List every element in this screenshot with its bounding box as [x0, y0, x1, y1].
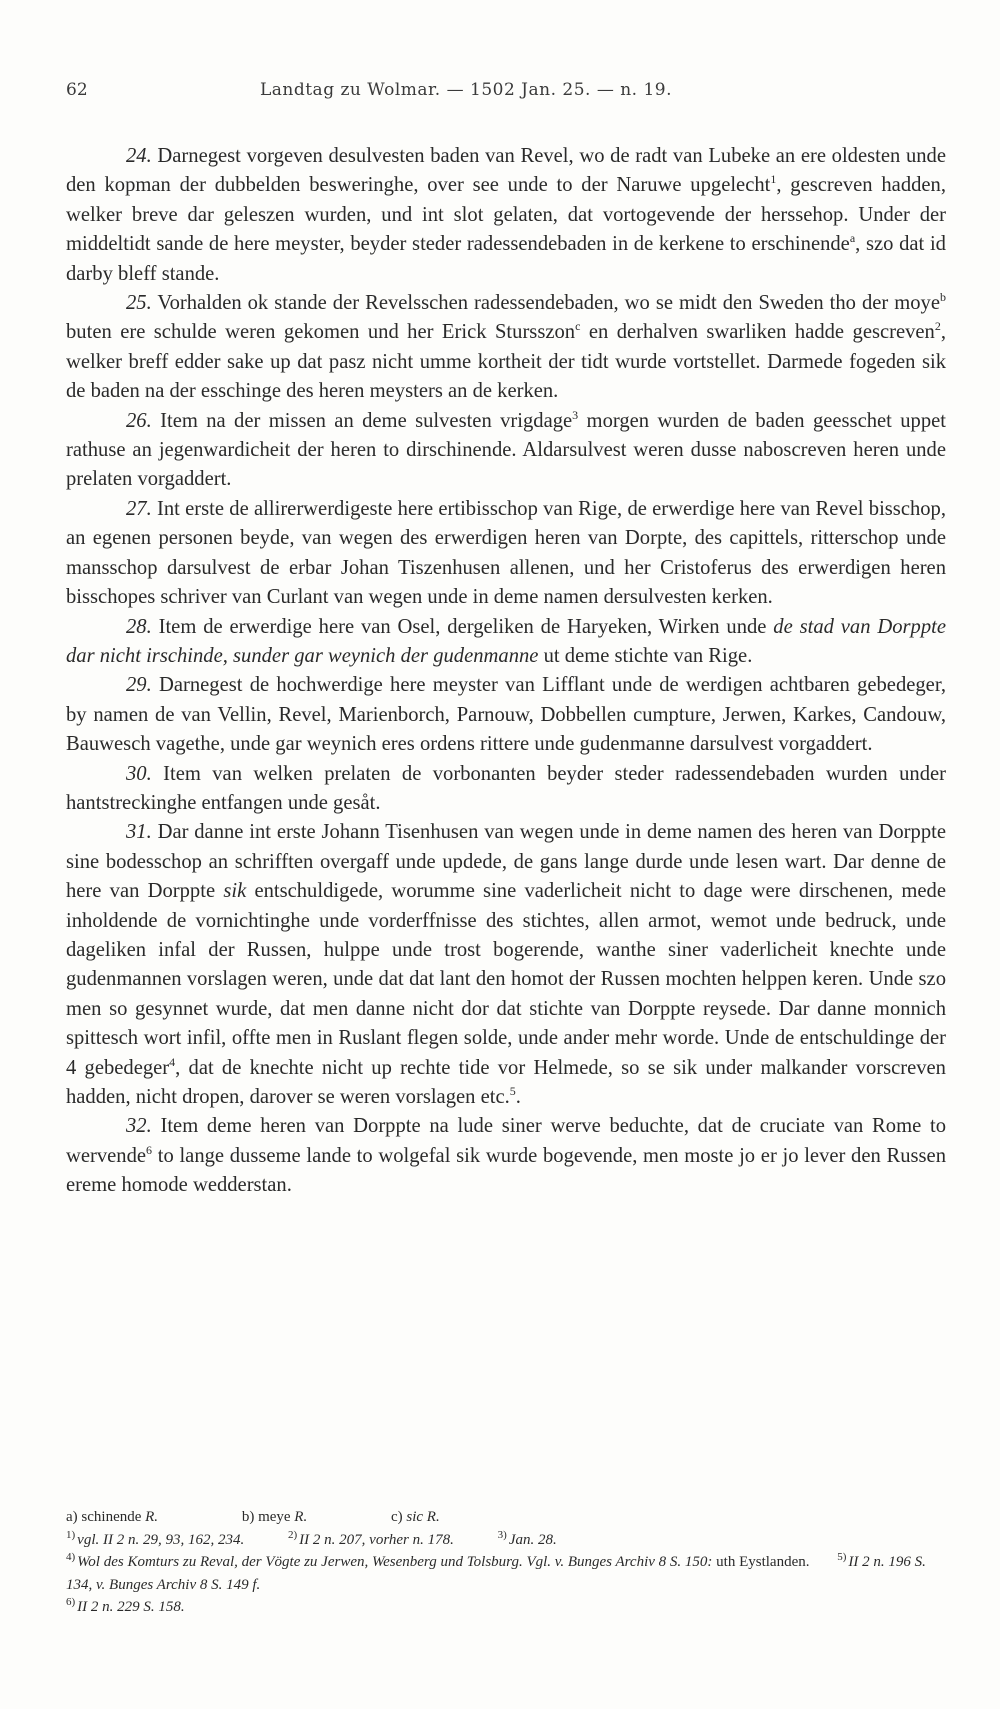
critical-note: a) schinende R. [66, 1509, 159, 1525]
critical-note: b) meye R. [241, 1509, 308, 1525]
paragraph-text: , szo dat id darby bleff stande. [66, 233, 946, 285]
footnotes [66, 1506, 946, 1619]
footnote-3: $^{3)}$ Jan. 28. [497, 1528, 557, 1548]
paragraph-26 [66, 407, 946, 495]
paragraph-text: . [515, 1086, 521, 1108]
paragraph-text: entschuldigede, worumme sine vaderlicheit nicht to dage were dirschenen, mede inholdende de vornichtinghe unde vorderffnisse des stichtes, allen armot, wemot unde bedruck, unde dageliken infal der Russen, hulppe unde trost bogerende, wanthe siner vaderlicheit knechte unde gudenmannen vorslagen weren, unde dat dat lant den homot der Russen mochten helppen keren. Unde szo men so gesynnet wurde, dat men danne nicht dor dat stichte van Dorppte reysede. Dar danne monnich spittesch wort infil, offte men in Ruslant flegen solde, unde ander mehr worde. Unde de entschuldinge der 4 gebedeger [66, 880, 946, 1079]
paragraph-24 [66, 142, 946, 289]
paragraph-number: 30. [126, 762, 152, 785]
paragraph-text: Int erste de allirerwerdigeste here ertibisschop van Rige, de erwerdige here van Revel bisschop, an egenen personen beyde, van wegen des erwerdigen heren van Dorpte, des capittels, ritterschop unde mansschop darsulvest de erbar Johan Tiszenhusen allenen, und her Cristoferus des erwerdigen heren bisschopes schriver van Curlant van wegen unde in deme namen dersulvesten kerken. [66, 497, 946, 609]
paragraph-text: Darnegest vorgeven desulvesten baden van Revel, wo de radt van Lubeke an ere oldesten unde den kopman der dubbelden besweringhe, over see unde to der Naruwe upgelecht [66, 145, 946, 197]
footnote-ref: 2 [934, 319, 941, 334]
paragraph-text: buten ere schulde weren gekomen und her Erick Stursszon [66, 321, 576, 344]
italic-text: de stad van Dorppte dar nicht irschinde, sunder gar weynich der gudenmanne [66, 615, 946, 667]
footnote-line [66, 1596, 946, 1619]
footnote-ref: 4 [169, 1054, 176, 1069]
paragraph-30 [66, 760, 946, 819]
paragraph-text: Item van welken prelaten de vorbonanten beyder steder radessendebaden wurden under hantstreckinghe entfangen unde gesåt. [66, 762, 946, 814]
footnote-ref: a [849, 231, 856, 246]
main-text [66, 142, 946, 1201]
critical-note: c) sic R. [390, 1509, 440, 1525]
running-title: Landtag zu Wolmar. — 1502 Jan. 25. — n. 19. [259, 80, 673, 100]
italic-text: sik [223, 880, 247, 903]
paragraph-number: 26. [126, 409, 152, 432]
footnote-ref: 1 [770, 172, 777, 187]
paragraph-text: Item de erwerdige here van Osel, dergeliken de Haryeken, Wirken unde [151, 615, 774, 638]
paragraph-32 [66, 1112, 946, 1200]
paragraph-text: ut deme stichte van Rige. [538, 644, 753, 667]
paragraph-number: 27. [126, 497, 152, 520]
footnote-ref: 5 [509, 1084, 516, 1099]
footnote-1: $^{1)}$ vgl. II 2 n. 29, 93, 162, 234. [66, 1528, 245, 1548]
paragraph-number: 31. [126, 821, 152, 844]
paragraph-27 [66, 495, 946, 613]
paragraph-text: morgen wurden de baden geesschet uppet rathuse an jegenwardicheit der heren to dirschinende. Aldarsulvest weren dusse naboscreven heren unde prelaten vorgaddert. [66, 409, 946, 491]
paragraph-number: 24. [126, 145, 152, 167]
paragraph-number: 29. [126, 674, 152, 697]
paragraph-text: to lange dusseme lande to wolgefal sik wurde bogevende, men moste jo er jo lever den Russen ereme homode wedderstan. [66, 1144, 946, 1197]
footnote-ref: 3 [572, 407, 579, 422]
paragraph-31 [66, 818, 946, 1112]
paragraph-text: , gescreven hadden, welker breve dar geleszen wurden, und int slot gelaten, dat vortogevende der herssehop. Under der middeltidt sande de here meyster, beyder steder radessendebaden in de kerkene to erschinende [66, 174, 946, 256]
paragraph-text: Item na der missen an deme sulvesten vrigdage [151, 409, 573, 432]
paragraph-text: Dar danne int erste Johann Tisenhusen van wegen unde in deme namen des heren van Dorppte sine bodesschop an schrifften overgaff unde updede, de gans lange durde unde lesen wart. Dar denne de here van Dorppte [66, 821, 946, 903]
footnote-4: $^{4)}$ Wol des Komturs zu Reval, der Vögte zu Jerwen, Wesenberg und Tolsburg. Vgl. v. Bunges Archiv 8 S. 150: uth Eystlanden. [66, 1551, 810, 1570]
footnote-ref: c [575, 319, 581, 334]
paragraph-28 [66, 613, 946, 672]
footnote-line [66, 1551, 946, 1596]
critical-apparatus [66, 1506, 946, 1529]
paragraph-number: 32. [126, 1115, 152, 1138]
paragraph-text: Darnegest de hochwerdige here meyster van Lifflant unde de werdigen achtbaren gebedeger, by namen de van Vellin, Revel, Marienborch, Parnouw, Dobbellen cumpture, Jerwen, Karkes, Candouw, Bauwesch vagethe, unde gar weynich eres ordens rittere unde gudenmanne darsulvest vorgaddert. [66, 674, 946, 756]
footnote-ref: b [940, 290, 946, 305]
paragraph-29 [66, 671, 946, 759]
paragraph-text: Vorhalden ok stande der Revelsschen radessendebaden, wo se midt den Sweden tho der moye [151, 292, 940, 315]
paragraph-text: en derhalven swarliken hadde gescreven [580, 321, 935, 344]
footnote-2: $^{2)}$ II 2 n. 207, vorher n. 178. [288, 1528, 454, 1548]
paragraph-text: Item deme heren van Dorppte na lude siner werve beduchte, dat de cruciate van Rome to wervende [66, 1115, 946, 1167]
paragraph-number: 28. [126, 615, 152, 638]
footnote-5: $^{5)}$ II 2 n. 196 S. 134, v. Bunges Archiv 8 S. 149 f. [66, 1551, 926, 1593]
paragraph-25 [66, 289, 946, 407]
paragraph-number: 25. [126, 292, 152, 315]
paragraph-text: , welker breff edder sake up dat pasz nicht umme kortheit der tidt wurde vortstellet. Darmede fogeden sik de baden na der esschinge des heren meysters an de kerken. [66, 321, 946, 403]
paragraph-text: , dat de knechte nicht up rechte tide vor Helmede, so se sik under malkander vorscreven hadden, nicht dropen, darover se weren vorslagen etc. [66, 1056, 946, 1108]
footnote-6: $^{6)}$ II 2 n. 229 S. 158. [66, 1596, 185, 1615]
footnote-ref: 6 [146, 1142, 153, 1157]
footnote-line [66, 1529, 946, 1552]
page-number: 62 [66, 80, 88, 100]
